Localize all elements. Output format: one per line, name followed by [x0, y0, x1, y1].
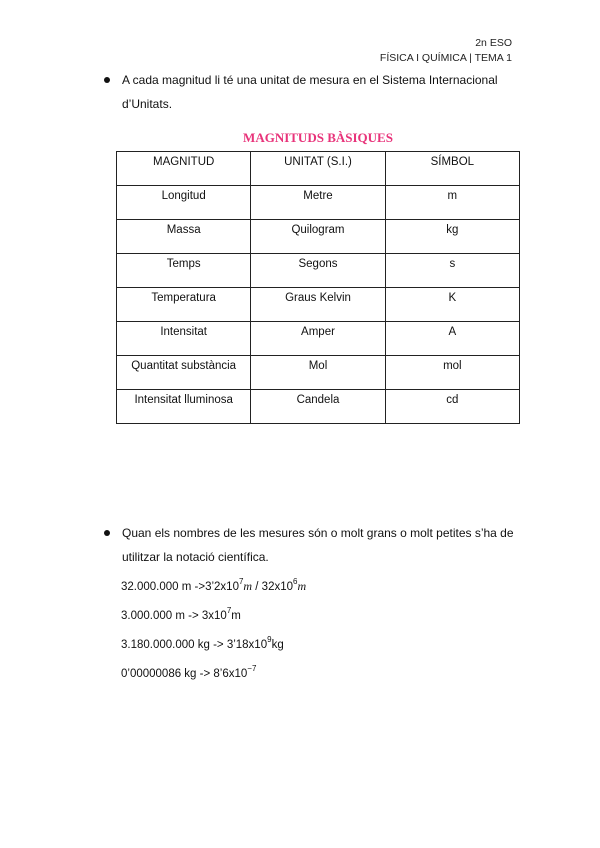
cell-simbol: s: [385, 254, 519, 288]
cell-magnitud: Temps: [117, 254, 251, 288]
cell-magnitud: Intensitat: [117, 322, 251, 356]
course-label: 2n ESO: [475, 37, 512, 49]
notation-line-1: Quan els nombres de les mesures són o molt grans o molt petites s’ha de: [122, 526, 514, 540]
cell-simbol: cd: [385, 390, 519, 424]
cell-magnitud: Longitud: [117, 186, 251, 220]
cell-magnitud: Massa: [117, 220, 251, 254]
bullet-icon: [104, 530, 110, 536]
notation-bullet: [104, 521, 524, 569]
cell-simbol: m: [385, 186, 519, 220]
header-unitat: UNITAT (S.I.): [251, 152, 385, 186]
cell-simbol: kg: [385, 220, 519, 254]
cell-unitat: Mol: [251, 356, 385, 390]
intro-line-1: A cada magnitud li té una unitat de mesura en el Sistema Internacional: [122, 73, 498, 87]
cell-magnitud: Intensitat lluminosa: [117, 390, 251, 424]
cell-magnitud: Quantitat substància: [117, 356, 251, 390]
subject-label: FÍSICA I QUÍMICA | TEMA 1: [379, 52, 512, 64]
table-row: [117, 356, 520, 390]
examples-list: [121, 572, 306, 689]
cell-unitat: Metre: [251, 186, 385, 220]
example-line: 3.000.000 $m -> 3x10^7m$: [121, 606, 241, 622]
example-line: 32.000.000 m $->3’2x10^7m / 32x10^6m$: [121, 577, 307, 593]
cell-simbol: K: [385, 288, 519, 322]
header-magnitud: MAGNITUD: [117, 152, 251, 186]
bullet-icon: [104, 77, 110, 83]
cell-simbol: mol: [385, 356, 519, 390]
cell-unitat: Segons: [251, 254, 385, 288]
notation-line-2: utilitzar la notació científica.: [122, 550, 269, 564]
cell-simbol: A: [385, 322, 519, 356]
table-title: MAGNITUDS BÀSIQUES: [243, 130, 393, 145]
table-row: [117, 322, 520, 356]
cell-unitat: Candela: [251, 390, 385, 424]
table-row: [117, 220, 520, 254]
cell-unitat: Amper: [251, 322, 385, 356]
example-line: 3.180.000.000 kg -> $3’18x10^9kg$: [121, 635, 284, 651]
cell-unitat: Graus Kelvin: [251, 288, 385, 322]
intro-line-2: d’Unitats.: [122, 97, 173, 111]
magnitudes-table: [116, 151, 520, 424]
table-row: [117, 186, 520, 220]
example-line: 0’00000086 kg -> $8’6x10^{-7}$: [121, 664, 257, 680]
table-header-row: [117, 152, 520, 186]
header-simbol: SÍMBOL: [385, 152, 519, 186]
table-row: [117, 288, 520, 322]
table-row: [117, 390, 520, 424]
cell-magnitud: Temperatura: [117, 288, 251, 322]
intro-bullet: [104, 68, 524, 116]
cell-unitat: Quilogram: [251, 220, 385, 254]
page-header: [380, 36, 512, 66]
table-row: [117, 254, 520, 288]
